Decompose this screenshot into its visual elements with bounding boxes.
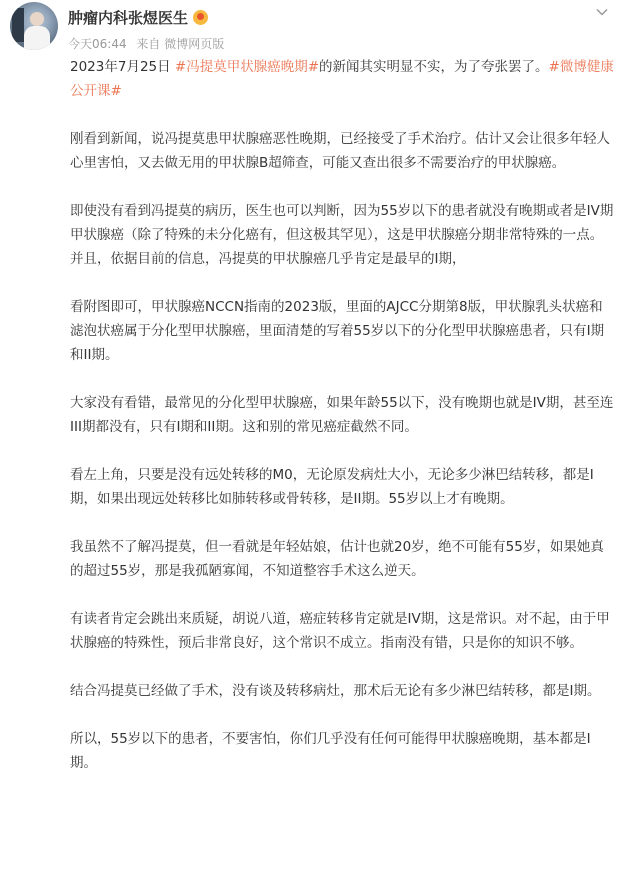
post-date: 2023年7月25日 (70, 59, 171, 75)
topic-link-1[interactable]: #冯提莫甲状腺癌晚期# (174, 59, 320, 75)
paragraph-1: 刚看到新闻，说冯提莫患甲状腺癌恶性晚期，已经接受了手术治疗。估计又会让很多年轻人心里害怕，又去做无用的甲状腺B超筛查，可能又查出很多不需要治疗的甲状腺癌。 (70, 131, 610, 171)
avatar-head (30, 12, 44, 26)
intro-text: 的新闻其实明显不实，为了夸张罢了。 (319, 59, 549, 75)
avatar-background (12, 8, 24, 42)
intro-paragraph (70, 55, 614, 103)
topic-link-2[interactable]: #微博健康公开课# (70, 59, 614, 99)
paragraph-8: 结合冯提莫已经做了手术，没有谈及转移病灶，那术后无论有多少淋巴结转移，都是I期。 (70, 683, 601, 699)
post-header (0, 0, 622, 60)
post-meta (68, 36, 230, 52)
post-content (70, 55, 614, 799)
author-row (68, 8, 208, 28)
paragraph-9: 所以，55岁以下的患者，不要害怕，你们几乎没有任何可能得甲状腺癌晚期，基本都是I期。 (70, 731, 591, 771)
avatar-body (24, 26, 50, 50)
avatar[interactable] (10, 2, 58, 50)
chevron-down-icon[interactable] (596, 6, 608, 18)
paragraph-6: 我虽然不了解冯提莫，但一看就是年轻姑娘，估计也就20岁，绝不可能有55岁，如果她真的超过55岁，那是我孤陋寡闻，不知道整容手术这么逆天。 (70, 539, 604, 579)
post-time[interactable]: 今天06:44 (68, 37, 127, 51)
paragraph-7: 有读者肯定会跳出来质疑，胡说八道，癌症转移肯定就是IV期，这是常识。对不起，由于甲状腺癌的特殊性，预后非常良好，这个常识不成立。指南没有错，只是你的知识不够。 (70, 611, 610, 651)
paragraph-4: 大家没有看错，最常见的分化型甲状腺癌，如果年龄55以下，没有晚期也就是IV期，甚至连III期都没有，只有I期和II期。这和别的常见癌症截然不同。 (70, 395, 614, 435)
post-source: 来自 微博网页版 (136, 37, 225, 51)
paragraph-5: 看左上角，只要是没有远处转移的M0，无论原发病灶大小，无论多少淋巴结转移，都是I期，如果出现远处转移比如肺转移或骨转移，是II期。55岁以上才有晚期。 (70, 467, 594, 507)
paragraph-3: 看附图即可，甲状腺癌NCCN指南的2023版，里面的AJCC分期第8版，甲状腺乳头状癌和滤泡状癌属于分化型甲状腺癌，里面清楚的写着55岁以下的分化型甲状腺癌患者，只有I期和II期。 (70, 299, 605, 363)
author-name[interactable]: 肿瘤内科张煜医生 (68, 9, 189, 27)
paragraph-2: 即使没有看到冯提莫的病历，医生也可以判断，因为55岁以下的患者就没有晚期或者是IV期甲状腺癌（除了特殊的未分化癌有，但这极其罕见），这是甲状腺癌分期非常特殊的一点。并且，依据目前的信息，冯提莫的甲状腺癌几乎肯定是最早的I期， (70, 203, 614, 267)
vip-badge-icon (193, 10, 208, 25)
